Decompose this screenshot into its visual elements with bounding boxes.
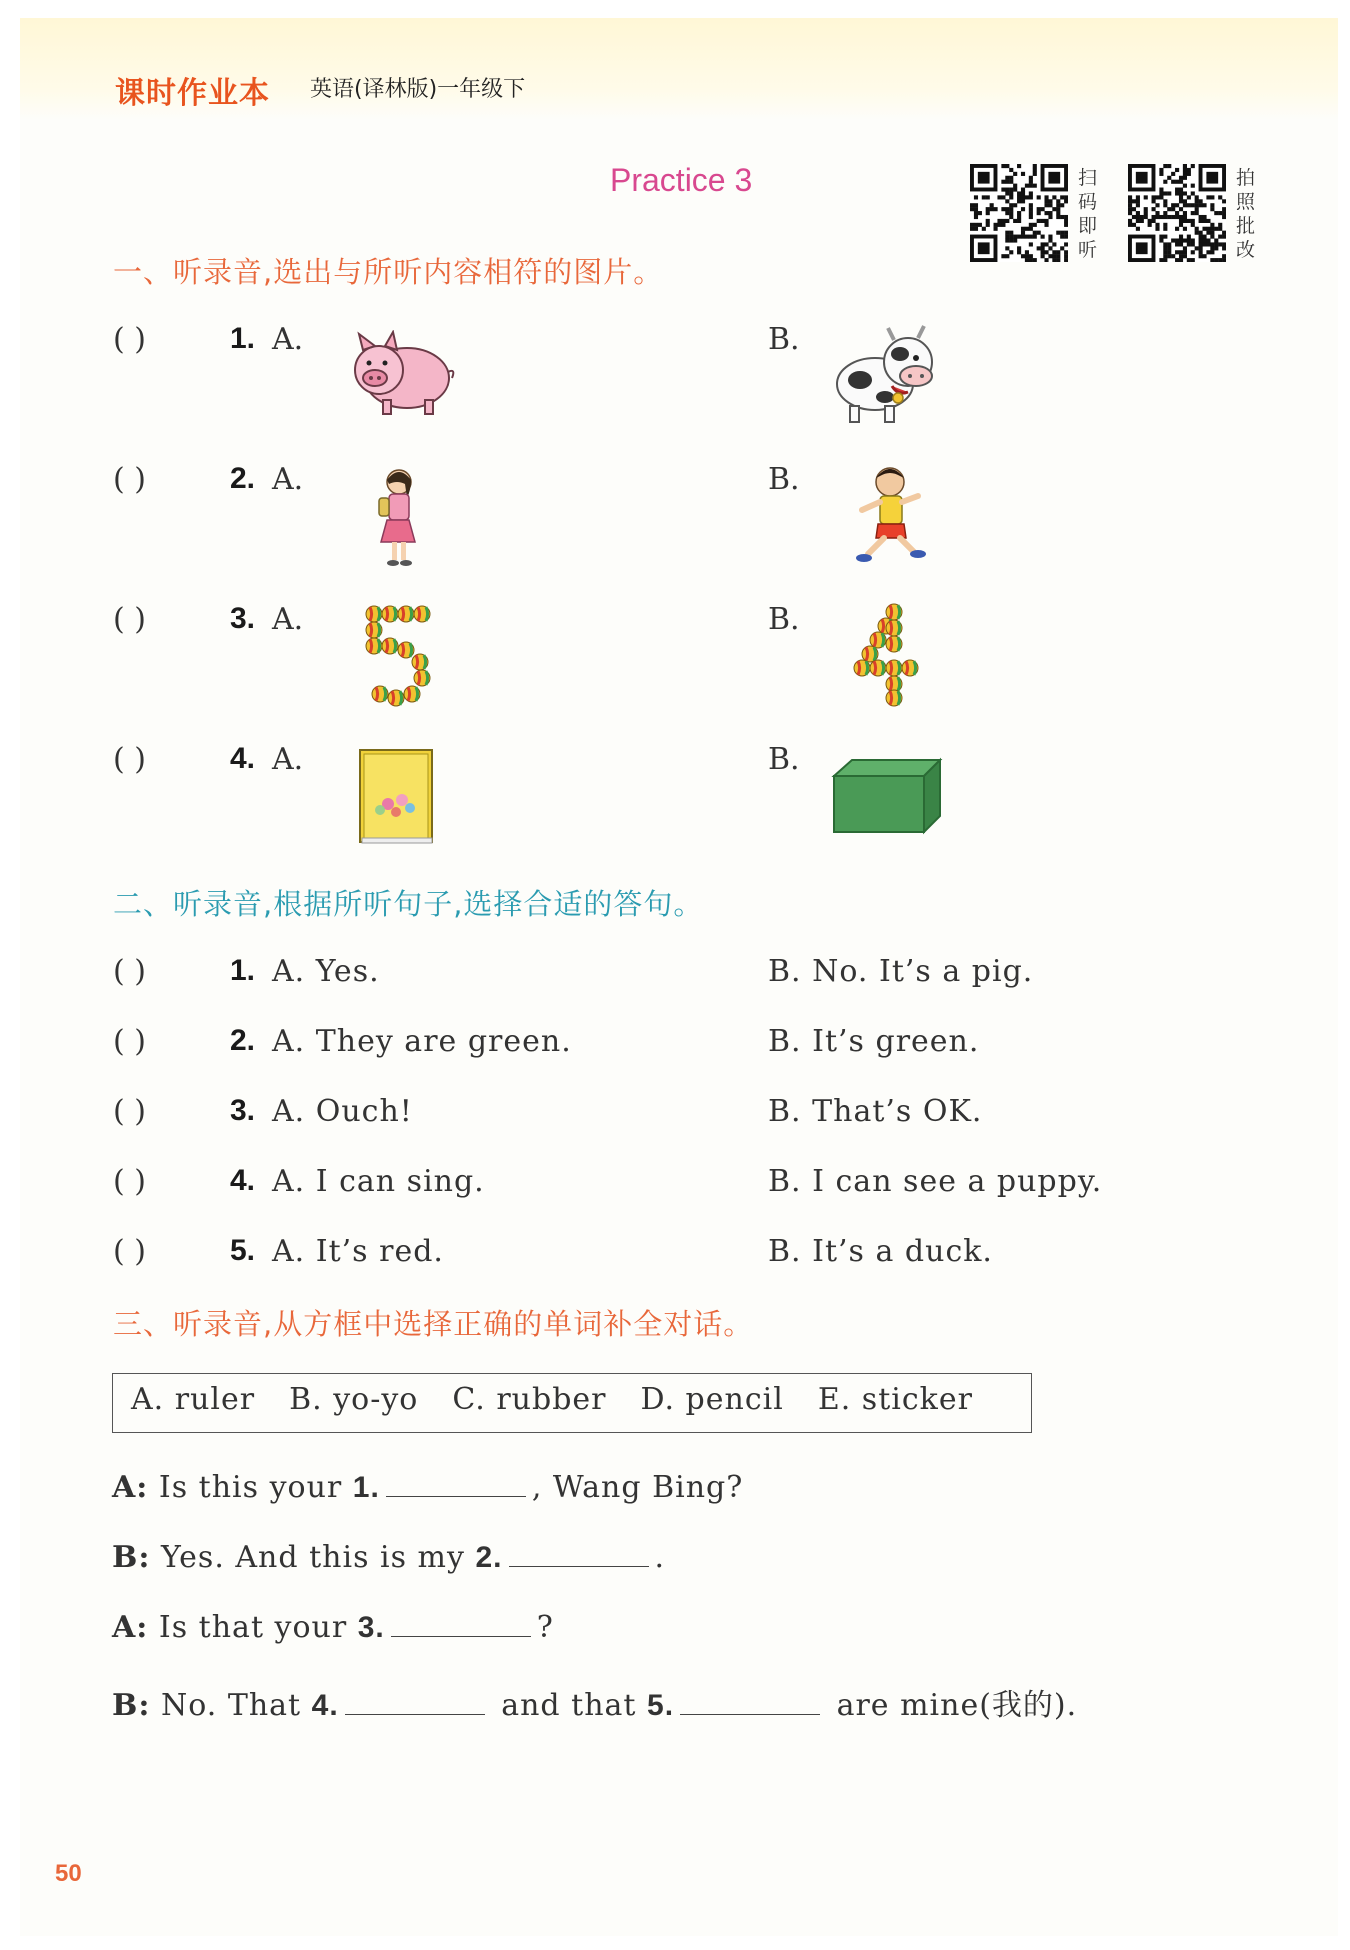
dialogue-text: Yes. And this is my [150,1540,476,1575]
number-five-balls-icon[interactable] [362,604,436,712]
running-boy-icon[interactable] [850,464,930,574]
book-icon[interactable] [358,748,434,850]
word-option: A. ruler [131,1382,256,1417]
page-background [20,18,1338,1936]
qr-label-listen: 扫码即听 [1078,167,1098,261]
dialogue-text: Is this your [148,1470,353,1505]
dialogue-text: and that [490,1688,648,1723]
dialogue-line [112,1610,554,1645]
option-a: A. It’s red. [272,1234,444,1269]
dialogue-text: No. That [150,1688,312,1723]
answer-blank[interactable] [386,1470,526,1497]
qr-code-icon[interactable] [970,164,1068,262]
blank-number: 2. [475,1541,503,1574]
green-box-icon[interactable] [828,756,944,840]
blank-number: 4. [311,1689,339,1722]
option-b: B. I can see a puppy. [768,1164,1103,1199]
word-option: D. pencil [640,1382,784,1417]
question-number: 4. [230,742,256,775]
page-number: 50 [55,1860,82,1887]
answer-paren[interactable]: ( ) [113,954,146,989]
answer-blank[interactable] [509,1540,649,1567]
option-b-letter: B. [768,742,800,777]
blank-number: 1. [352,1471,380,1504]
answer-paren[interactable]: ( ) [113,1024,146,1059]
question-number: 5. [230,1234,256,1267]
dialogue-text: Is that your [148,1610,358,1645]
cow-icon[interactable] [830,322,945,431]
speaker-label: A: [112,1470,149,1505]
blank-number: 5. [647,1689,675,1722]
option-b-letter: B. [768,602,800,637]
practice-title: Practice 3 [610,162,753,198]
qr-label-grade: 拍照批改 [1236,167,1256,261]
book-subtitle: 英语(译林版)一年级下 [310,77,526,102]
option-a-letter: A. [272,742,304,777]
speaker-label: A: [112,1610,149,1645]
speaker-label: B: [112,1688,151,1723]
question-number: 2. [230,1024,256,1057]
dialogue-text: , Wang Bing? [531,1470,744,1505]
answer-blank[interactable] [391,1610,531,1637]
option-b: B. It’s green. [768,1024,980,1059]
question-number: 1. [230,322,256,355]
option-a: A. Yes. [272,954,380,989]
question-number: 3. [230,602,256,635]
dialogue-text: ? [536,1610,554,1645]
option-b-letter: B. [768,322,800,357]
section3-title: 三、听录音,从方框中选择正确的单词补全对话。 [113,1307,754,1341]
section2-title: 二、听录音,根据所听句子,选择合适的答句。 [113,887,704,921]
option-b-letter: B. [768,462,800,497]
answer-paren[interactable]: ( ) [113,602,146,637]
dialogue-text: . [654,1540,666,1575]
option-a-letter: A. [272,322,304,357]
word-box [112,1373,1032,1433]
option-b: B. No. It’s a pig. [768,954,1034,989]
word-option: E. sticker [817,1382,973,1417]
answer-paren[interactable]: ( ) [113,322,146,357]
dialogue-line [112,1680,1077,1724]
dialogue-text: are mine(我的). [826,1688,1078,1723]
dialogue-line [112,1470,743,1505]
answer-blank[interactable] [345,1688,485,1715]
option-a: A. Ouch! [272,1094,413,1129]
option-a: A. I can sing. [272,1164,485,1199]
option-a-letter: A. [272,462,304,497]
answer-blank[interactable] [680,1688,820,1715]
question-number: 4. [230,1164,256,1197]
section1-title: 一、听录音,选出与所听内容相符的图片。 [113,255,664,289]
qr-code-icon[interactable] [1128,164,1226,262]
option-a-letter: A. [272,602,304,637]
option-a: A. They are green. [272,1024,572,1059]
word-option: C. rubber [452,1382,607,1417]
brand-title: 课时作业本 [115,76,270,111]
answer-paren[interactable]: ( ) [113,742,146,777]
schoolgirl-icon[interactable] [373,466,423,574]
answer-paren[interactable]: ( ) [113,1234,146,1269]
answer-paren[interactable]: ( ) [113,462,146,497]
question-number: 1. [230,954,256,987]
word-option: B. yo-yo [289,1382,419,1417]
blank-number: 3. [357,1611,385,1644]
question-number: 3. [230,1094,256,1127]
dialogue-line [112,1540,665,1575]
number-four-balls-icon[interactable] [842,602,922,712]
pig-icon[interactable] [345,330,455,424]
speaker-label: B: [112,1540,151,1575]
option-b: B. It’s a duck. [768,1234,993,1269]
option-b: B. That’s OK. [768,1094,983,1129]
answer-paren[interactable]: ( ) [113,1094,146,1129]
question-number: 2. [230,462,256,495]
answer-paren[interactable]: ( ) [113,1164,146,1199]
